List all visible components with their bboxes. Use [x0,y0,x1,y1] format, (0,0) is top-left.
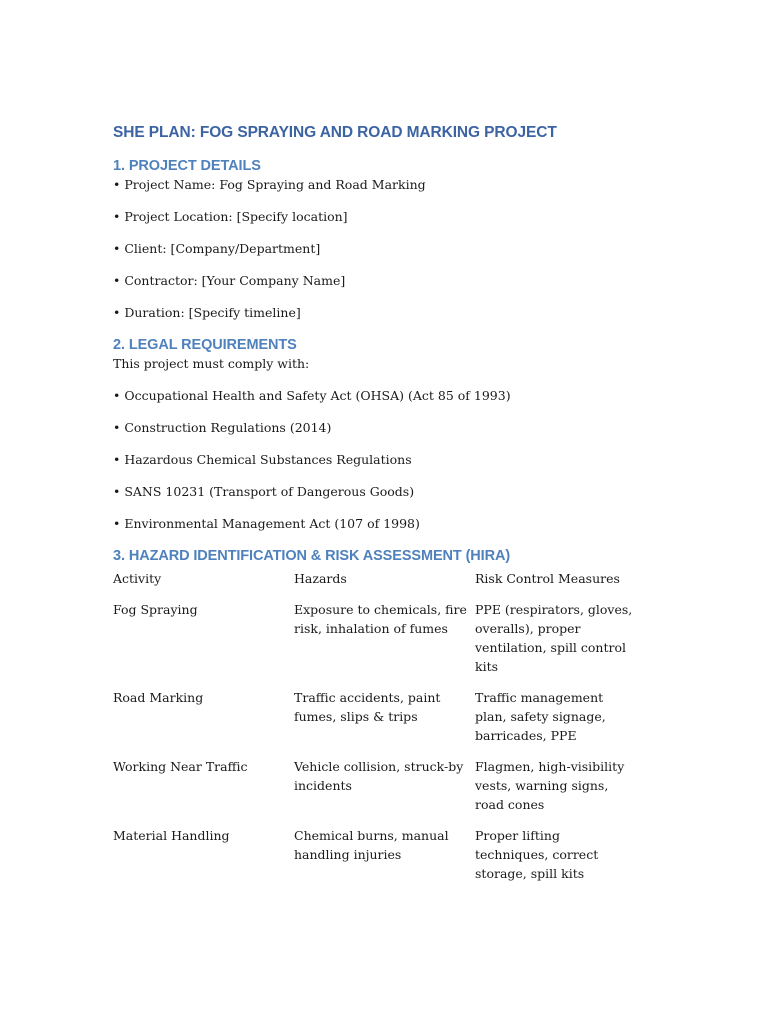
list-item: • Environmental Management Act (107 of 1998) [113,516,420,531]
table-cell: Chemical burns, manual handling injuries [294,828,449,862]
table-cell: Proper lifting techniques, correct storage, spill kits [475,828,599,881]
table-header-cell: Activity [113,571,162,586]
list-item: • Client: [Company/Department] [113,241,321,256]
list-item: • Project Name: Fog Spraying and Road Marking [113,177,426,192]
table-cell: PPE (respirators, gloves, overalls), proper ventilation, spill control kits [475,602,633,674]
table-cell: Material Handling [113,828,230,843]
table-cell: Fog Spraying [113,602,198,617]
document-title: SHE PLAN: FOG SPRAYING AND ROAD MARKING PROJECT [113,124,557,141]
project-details-list [113,176,673,322]
section-heading-hira: 3. HAZARD IDENTIFICATION & RISK ASSESSMENT (HIRA) [113,548,511,564]
document-page [113,124,673,895]
table-row [113,600,635,688]
table-header-row [113,569,635,600]
hira-table [113,569,635,895]
table-row [113,688,635,757]
list-item: • Construction Regulations (2014) [113,420,332,435]
table-cell: Traffic management plan, safety signage, barricades, PPE [475,690,606,743]
table-cell: Flagmen, high-visibility vests, warning signs, road cones [475,759,625,812]
table-cell: Exposure to chemicals, fire risk, inhalation of fumes [294,602,467,636]
list-item: • Hazardous Chemical Substances Regulations [113,452,412,467]
list-item: • Occupational Health and Safety Act (OHSA) (Act 85 of 1993) [113,388,511,403]
table-header-cell: Risk Control Measures [475,571,620,586]
table-row [113,826,635,895]
list-item: • Contractor: [Your Company Name] [113,273,346,288]
section-heading-project-details: 1. PROJECT DETAILS [113,158,261,174]
table-header-cell: Hazards [294,571,347,586]
table-cell: Traffic accidents, paint fumes, slips & trips [294,690,441,724]
section-intro: This project must comply with: [113,356,310,371]
table-row [113,757,635,826]
legal-requirements-list [113,355,673,533]
table-cell: Road Marking [113,690,204,705]
list-item: • SANS 10231 (Transport of Dangerous Goods) [113,484,415,499]
table-cell: Working Near Traffic [113,759,248,774]
section-heading-legal-requirements: 2. LEGAL REQUIREMENTS [113,337,297,353]
list-item: • Duration: [Specify timeline] [113,305,301,320]
table-cell: Vehicle collision, struck-by incidents [294,759,464,793]
list-item: • Project Location: [Specify location] [113,209,348,224]
